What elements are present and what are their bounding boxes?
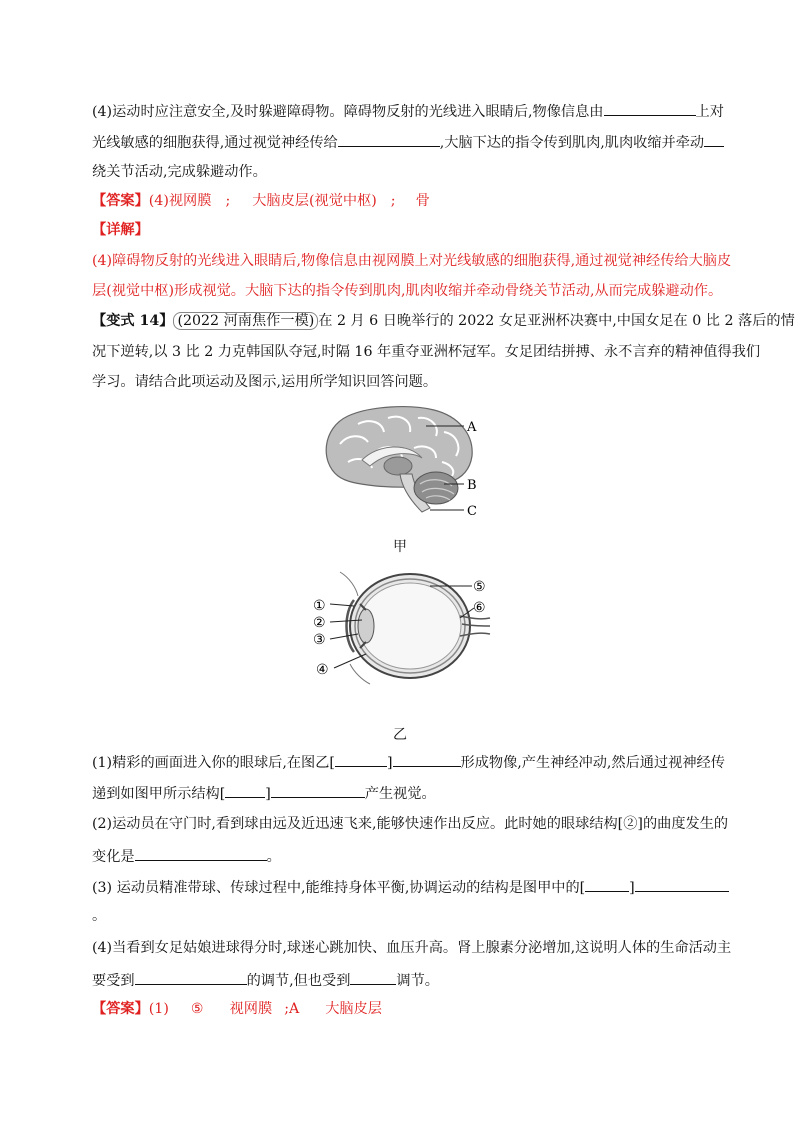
variant-label: 【变式 14】 [92, 313, 174, 329]
question-1-line-2 [92, 782, 436, 804]
variant-line-2: 况下逆转,以 3 比 2 力克韩国队夺冠,时隔 16 年重夺亚洲杯冠军。女足团结拼搏、永不言弃的精神值得我们 [92, 344, 761, 360]
answer-blank [338, 131, 440, 147]
detail-label: 【详解】 [92, 222, 149, 238]
variant-line-1 [92, 311, 795, 331]
source-tag: (2022 河南焦作一模) [173, 312, 318, 330]
answer-part: ⑤ [190, 1001, 204, 1017]
question-2-line-2 [92, 845, 281, 867]
label-2: ② [313, 615, 326, 631]
question-3-line-2: 。 [92, 908, 107, 924]
answer-blank [393, 751, 461, 767]
text: ] [629, 880, 635, 896]
text: (3) 运动员精准带球、传球过程中,能维持身体平衡,协调运动的结构是图甲中的[ [92, 880, 586, 896]
question-4b-line-1: (4)当看到女足姑娘进球得分时,球迷心跳加快、血压升高。肾上腺素分泌增加,这说明人体的生命活动主 [92, 940, 732, 956]
question-4b-line-2 [92, 969, 439, 991]
lens-shape [358, 609, 374, 643]
answer-blank [271, 782, 365, 798]
answer-part: 视网膜 [229, 1001, 273, 1017]
answer-part: ; [225, 193, 231, 209]
variant-line-3: 学习。请结合此项运动及图示,运用所学知识回答问题。 [92, 374, 438, 390]
answer-part: (4)视网膜 [148, 193, 212, 209]
text: ] [265, 786, 271, 802]
answer-label: 【答案】 [92, 1001, 149, 1017]
answer-2 [92, 999, 382, 1019]
text: 递到如图甲所示结构[ [92, 786, 226, 802]
label-b: B [467, 478, 477, 493]
text: 绕关节活动,完成躲避动作。 [92, 164, 267, 180]
text: 光线敏感的细胞获得,通过视觉神经传给 [92, 135, 338, 151]
text: (4)运动时应注意安全,及时躲避障碍物。障碍物反射的光线进入眼睛后,物像信息由 [92, 104, 604, 120]
brain-diagram [318, 404, 488, 522]
text: 上对 [695, 104, 724, 120]
label-1: ① [313, 598, 326, 614]
leader-line-4 [334, 654, 366, 668]
answer-blank [135, 845, 267, 861]
lower-eyelid [350, 664, 370, 684]
answer-blank [704, 131, 724, 147]
question-1-line-1 [92, 751, 725, 773]
question-2-line-1: (2)运动员在守门时,看到球由远及近迅速飞来,能够快速作出反应。此时她的眼球结构[②]的曲度发生的 [92, 816, 729, 832]
answer-blank [585, 876, 629, 892]
question-4-line-3 [92, 162, 267, 182]
answer-blank [135, 969, 247, 985]
question-3-line-1 [92, 876, 729, 898]
figure-caption-jia: 甲 [393, 539, 407, 555]
answer-blank [635, 876, 729, 892]
upper-eyelid [340, 572, 358, 596]
answer-part: 大脑皮层 [325, 1001, 382, 1017]
text: ] [386, 755, 393, 771]
text: 。 [266, 849, 281, 865]
text: 要受到 [92, 973, 135, 989]
text: 在 2 月 6 日晚举行的 2022 女足亚洲杯决赛中,中国女足在 0 比 2 落后的情 [318, 313, 795, 329]
label-a: A [467, 420, 477, 435]
answer-blank [350, 969, 396, 985]
figure-caption-yi: 乙 [393, 727, 407, 743]
text: 形成物像,产生神经冲动,然后通过视神经传 [460, 755, 725, 771]
answer-part: 骨 [415, 193, 430, 209]
answer-1 [92, 191, 430, 211]
label-5: ⑤ [473, 579, 486, 595]
question-4-line-1 [92, 100, 724, 122]
label-c: C [467, 504, 477, 519]
text: 变化是 [92, 849, 135, 865]
answer-blank [335, 751, 387, 767]
text: ,大脑下达的指令传到肌肉,肌肉收缩并牵动 [439, 135, 705, 151]
answer-blank [604, 100, 696, 116]
answer-part: ;A [284, 1001, 300, 1017]
text: 的调节,但也受到 [246, 973, 351, 989]
label-4: ④ [316, 662, 329, 678]
text: 产生视觉。 [364, 786, 436, 802]
thalamus-shape [384, 457, 412, 475]
label-6: ⑥ [473, 600, 486, 616]
detail-line-1: (4)障碍物反射的光线进入眼睛后,物像信息由视网膜上对光线敏感的细胞获得,通过视觉神经传给大脑皮 [92, 253, 732, 269]
question-4-line-2 [92, 131, 724, 153]
answer-part: 大脑皮层(视觉中枢) [252, 193, 377, 209]
answer-label: 【答案】 [92, 193, 149, 209]
detail-line-2: 层(视觉中枢)形成视觉。大脑下达的指令传到肌肉,肌肉收缩并牵动骨绕关节活动,从而完成躲避动作。 [92, 283, 723, 299]
answer-blank [225, 782, 265, 798]
answer-part: ; [390, 193, 396, 209]
text: 调节。 [396, 973, 439, 989]
eye-diagram [310, 564, 496, 688]
text: (1)精彩的画面进入你的眼球后,在图乙[ [92, 755, 335, 771]
label-3: ③ [313, 632, 326, 648]
answer-part: (1) [148, 1001, 169, 1017]
